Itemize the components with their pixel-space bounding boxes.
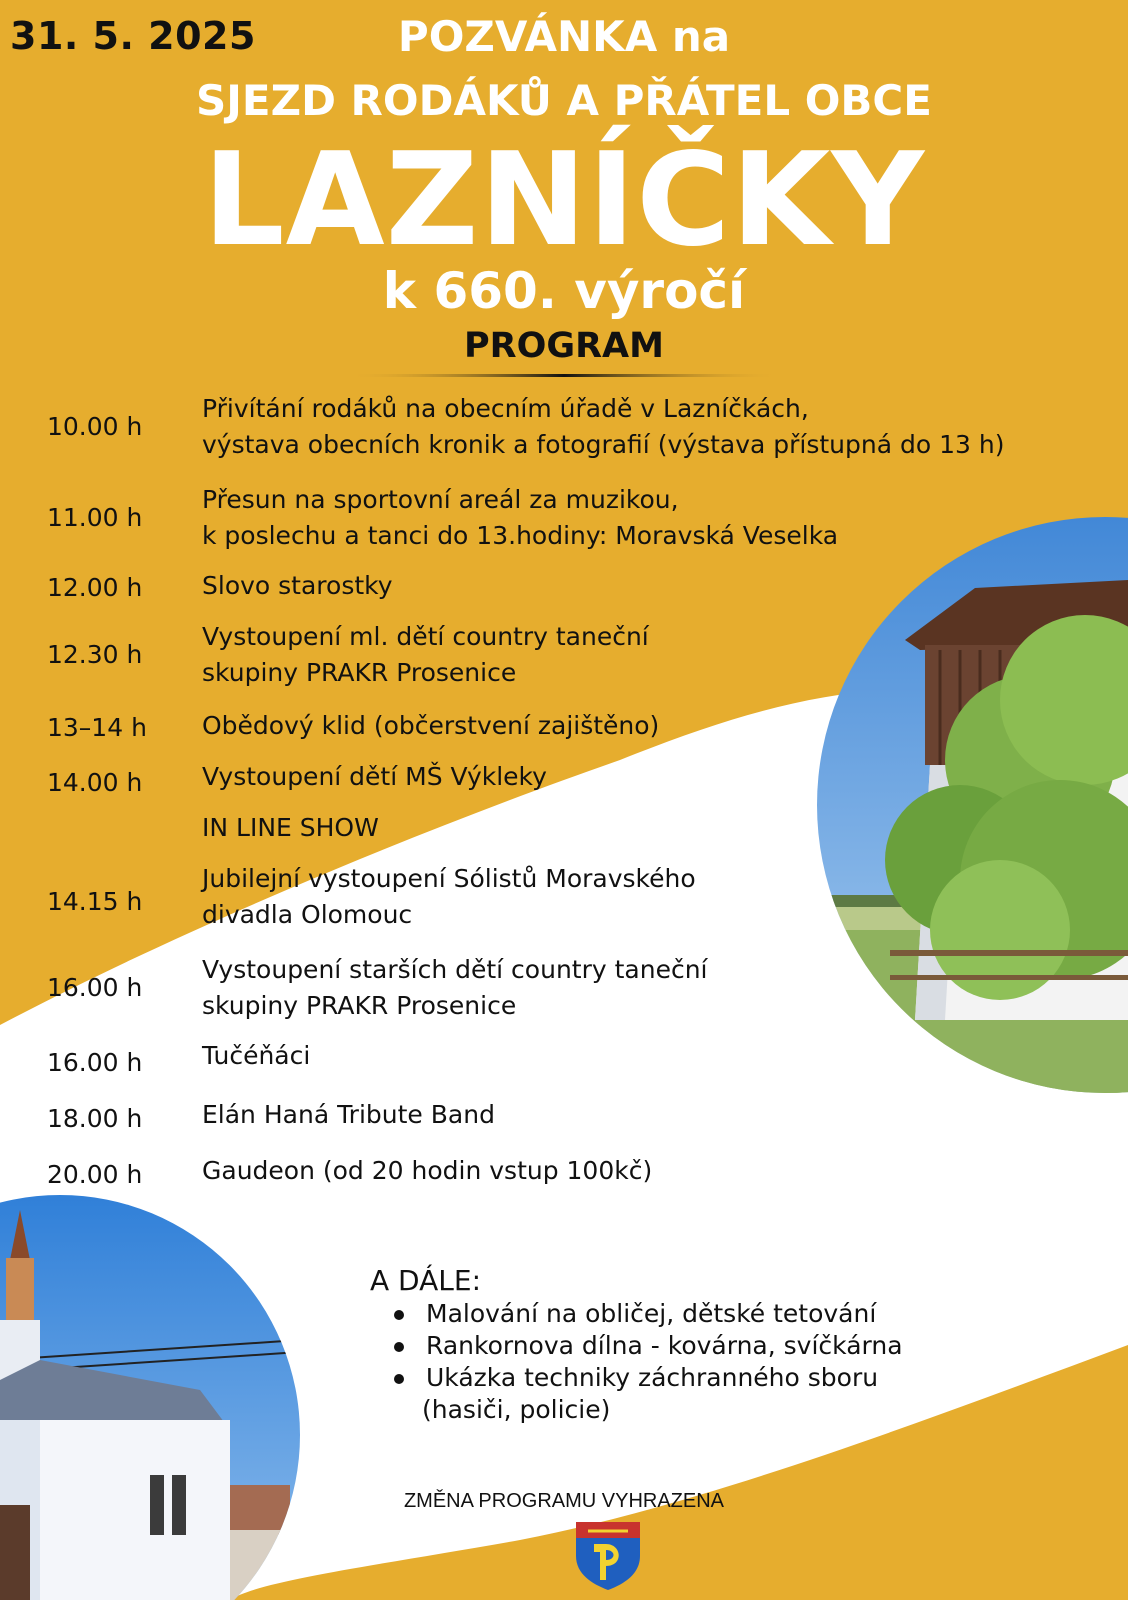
- activity-line: Slovo starostky: [202, 571, 393, 600]
- bullet-icon: [394, 1342, 404, 1352]
- village-name: LAZNÍČKY: [203, 126, 925, 275]
- program-activity-2: [202, 482, 838, 554]
- program-time-8: 14.15 h: [47, 887, 143, 916]
- activity-line: Přesun na sportovní areál za muzikou,: [202, 485, 679, 514]
- activity-line: Gaudeon (od 20 hodin vstup 100kč): [202, 1156, 653, 1185]
- program-time-1: 10.00 h: [47, 412, 143, 441]
- additional-list: [392, 1298, 903, 1426]
- list-item: [392, 1362, 903, 1426]
- event-date: 31. 5. 2025: [10, 14, 256, 58]
- program-activity-6: [202, 759, 547, 795]
- program-activity-11: [202, 1097, 495, 1133]
- activity-line: Přivítání rodáků na obecním úřadě v Lazníčkách,: [202, 394, 809, 423]
- activity-line: k poslechu a tanci do 13.hodiny: Moravská Veselka: [202, 521, 839, 550]
- activity-line: Vystoupení dětí MŠ Výkleky: [202, 762, 547, 791]
- activity-line: divadla Olomouc: [202, 900, 413, 929]
- program-time-6: 14.00 h: [47, 768, 143, 797]
- list-item: [392, 1330, 903, 1362]
- list-item: [392, 1298, 903, 1330]
- heading-rule: [348, 374, 780, 377]
- program-time-3: 12.00 h: [47, 573, 143, 602]
- program-time-5: 13–14 h: [47, 713, 147, 742]
- program-activity-8: [202, 861, 696, 933]
- program-activity-12: [202, 1153, 652, 1189]
- activity-line: Elán Haná Tribute Band: [202, 1100, 495, 1129]
- list-item-text: Ukázka techniky záchranného sboru: [426, 1363, 879, 1392]
- program-heading: PROGRAM: [464, 326, 664, 366]
- activity-line: Obědový klid (občerstvení zajištěno): [202, 711, 660, 740]
- event-subtitle: SJEZD RODÁKŮ A PŘÁTEL OBCE: [196, 76, 932, 125]
- activity-line: výstava obecních kronik a fotografií (výstava přístupná do 13 h): [202, 430, 1005, 459]
- program-activity-7: [202, 810, 379, 846]
- activity-line: skupiny PRAKR Prosenice: [202, 658, 517, 687]
- list-item-text: (hasiči, policie): [422, 1395, 611, 1424]
- program-time-10: 16.00 h: [47, 1048, 143, 1077]
- program-time-9: 16.00 h: [47, 973, 143, 1002]
- list-item-text: Rankornova dílna - kovárna, svíčkárna: [426, 1331, 903, 1360]
- activity-line: Jubilejní vystoupení Sólistů Moravského: [202, 864, 696, 893]
- program-time-12: 20.00 h: [47, 1160, 143, 1189]
- anniversary-line: k 660. výročí: [382, 262, 746, 320]
- program-activity-5: [202, 708, 659, 744]
- program-activity-10: [202, 1038, 310, 1074]
- bullet-icon: [394, 1310, 404, 1320]
- activity-line: Vystoupení ml. dětí country taneční: [202, 622, 649, 651]
- program-activity-3: [202, 568, 393, 604]
- activity-line: skupiny PRAKR Prosenice: [202, 991, 517, 1020]
- activity-line: Tučéňáci: [202, 1041, 311, 1070]
- program-time-11: 18.00 h: [47, 1104, 143, 1133]
- village-emblem-icon: [576, 1522, 640, 1590]
- program-change-notice: ZMĚNA PROGRAMU VYHRAZENA: [403, 1490, 725, 1512]
- program-time-2: 11.00 h: [47, 503, 143, 532]
- program-activity-4: [202, 619, 649, 691]
- list-item-text: Malování na obličej, dětské tetování: [426, 1299, 877, 1328]
- activity-line: Vystoupení starších dětí country taneční: [202, 955, 708, 984]
- bullet-icon: [394, 1374, 404, 1384]
- additional-heading: A DÁLE:: [370, 1264, 482, 1297]
- invitation-line: POZVÁNKA na: [397, 12, 731, 61]
- program-activity-1: [202, 391, 1004, 463]
- program-activity-9: [202, 952, 708, 1024]
- program-time-4: 12.30 h: [47, 640, 143, 669]
- activity-line: IN LINE SHOW: [202, 813, 379, 842]
